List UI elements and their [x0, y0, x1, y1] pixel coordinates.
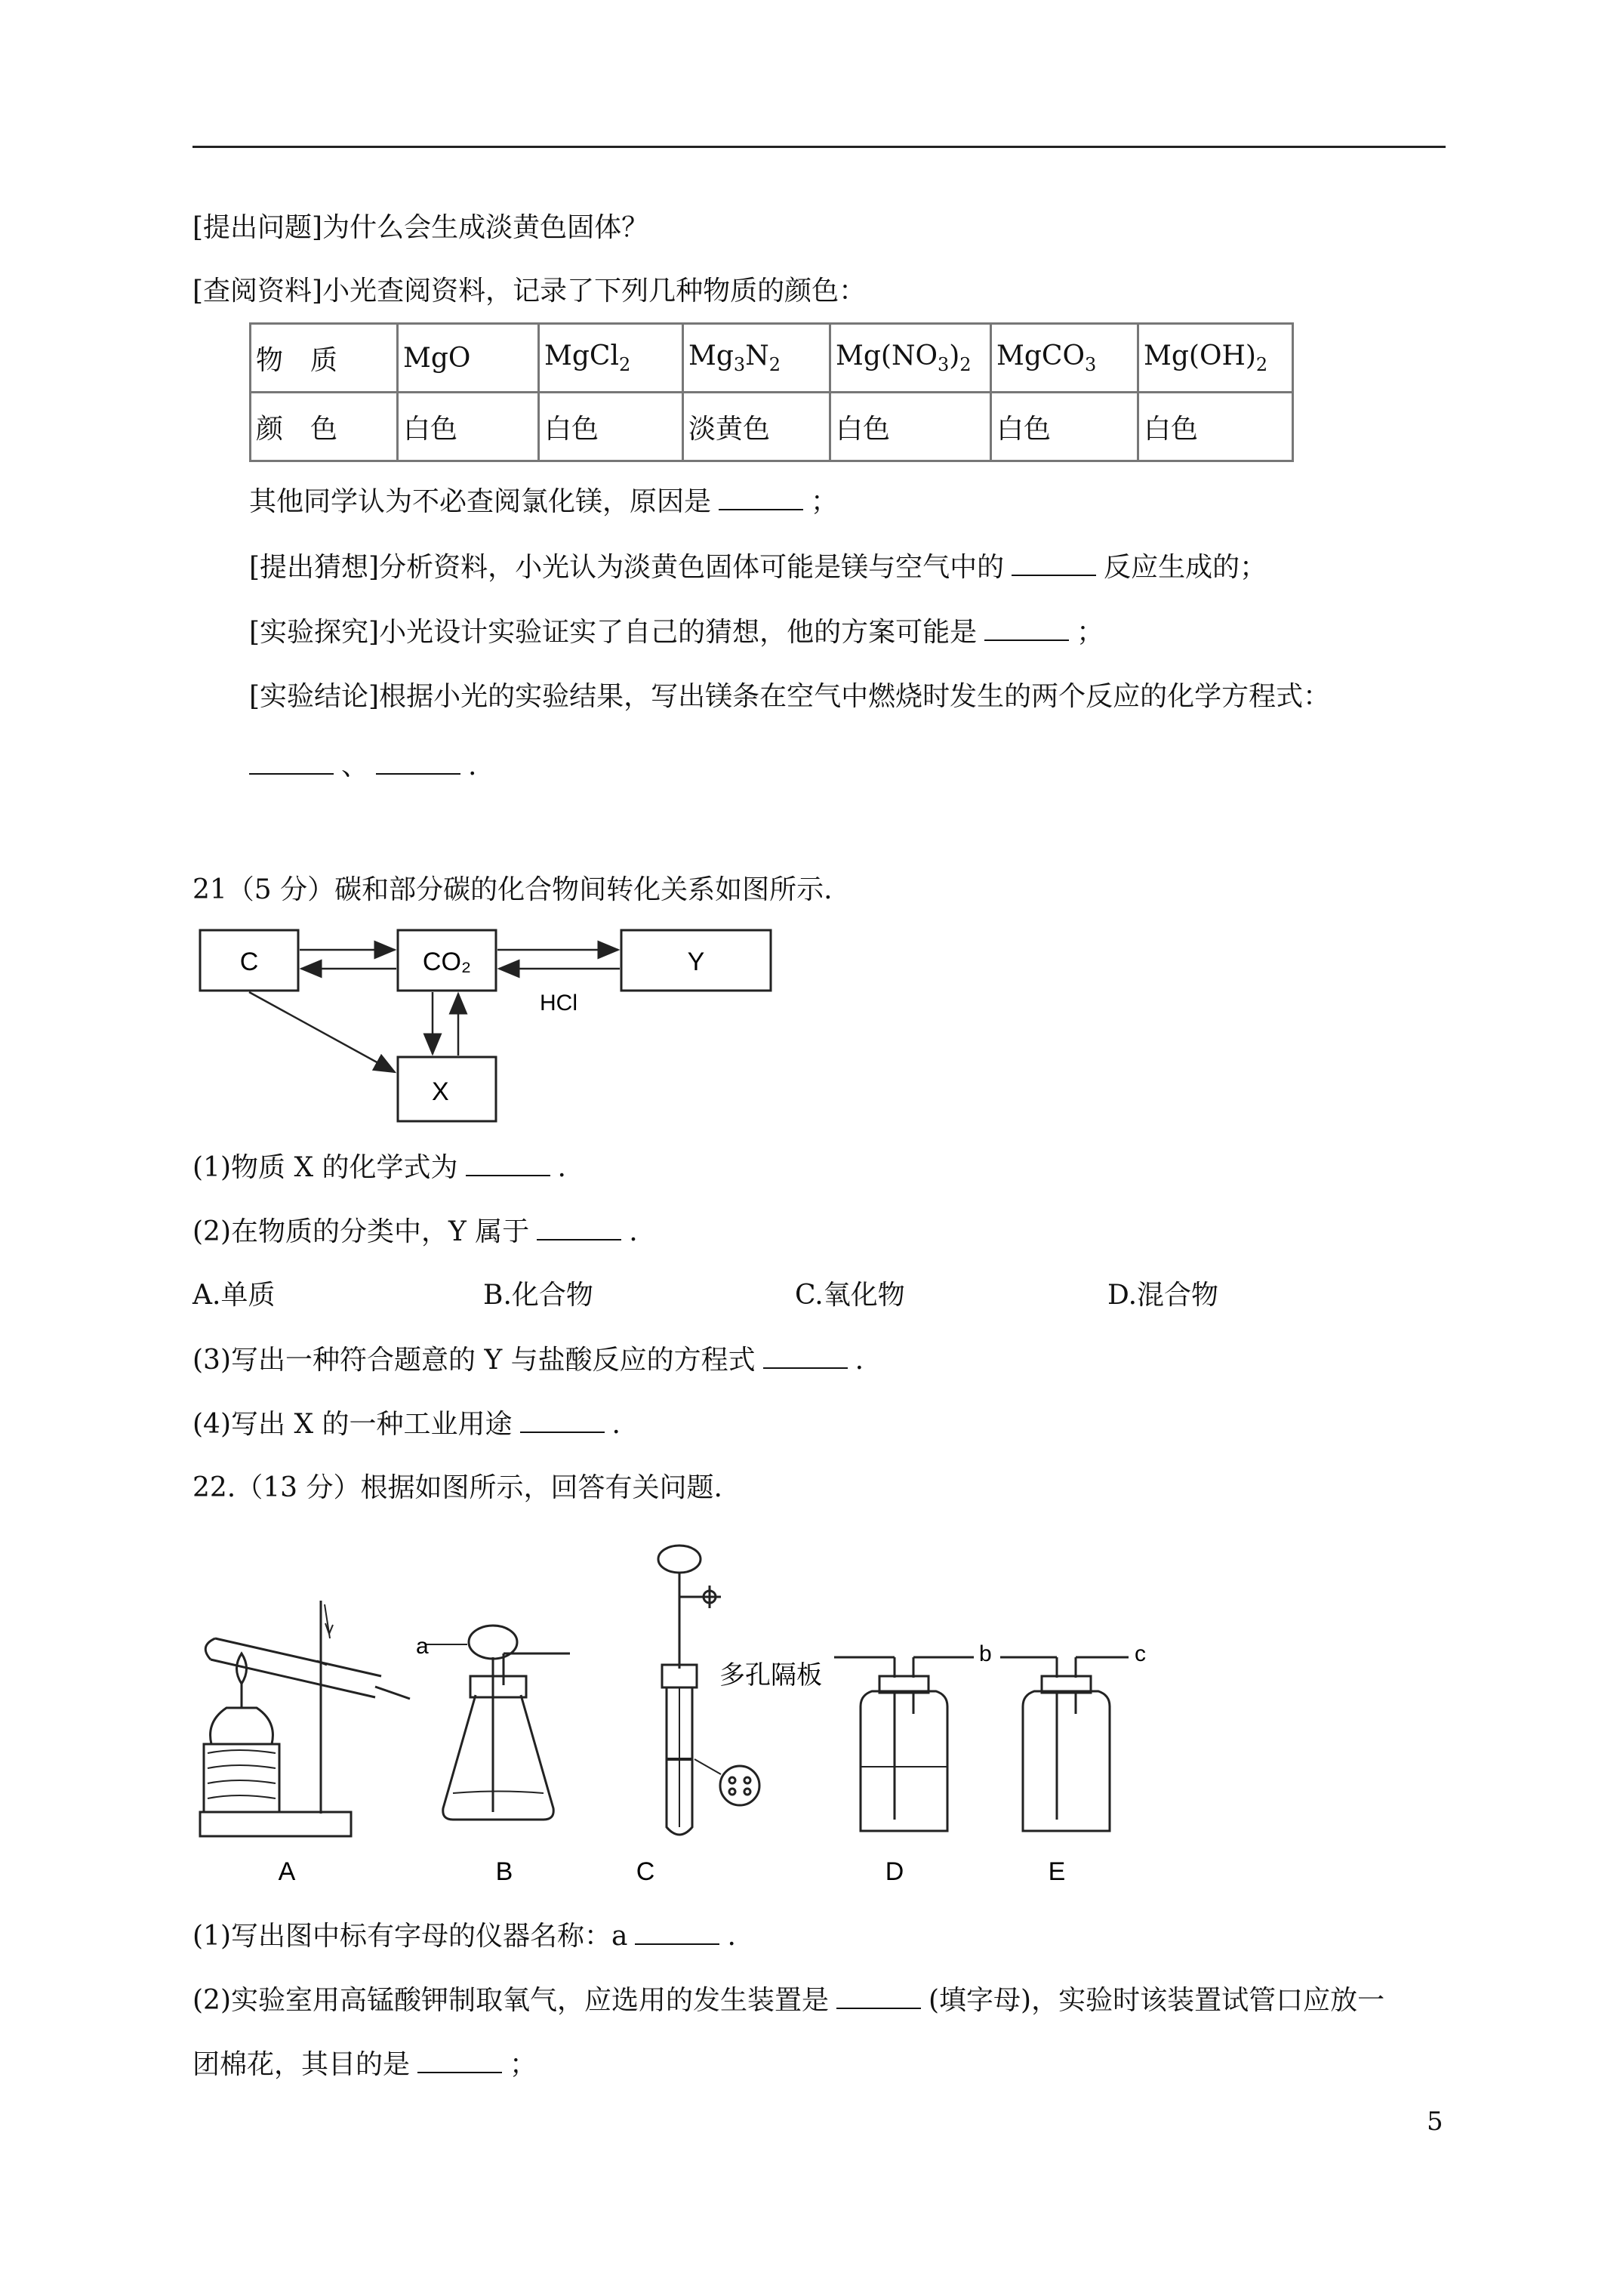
- answer-blank[interactable]: [763, 1342, 848, 1369]
- apparatus-a: [200, 1601, 410, 1836]
- color-table: [249, 322, 1294, 462]
- color-cell: 白色: [830, 393, 991, 461]
- caption-e: E: [1048, 1857, 1066, 1886]
- raise-question: [提出问题]为什么会生成淡黄色固体？: [192, 212, 649, 243]
- label-c: c: [1135, 1641, 1146, 1666]
- substance-cell: $Mg(NO_3)_2$: [830, 324, 991, 393]
- answer-blank[interactable]: [635, 1918, 719, 1945]
- substance-cell: $Mg_3N_2$: [683, 324, 830, 393]
- q22-part2-cont: 团棉花，其目的是 ；: [192, 2046, 537, 2083]
- option-a[interactable]: A.单质: [192, 1280, 276, 1311]
- label-a: a: [416, 1634, 429, 1659]
- apparatus-b: [427, 1626, 570, 1820]
- color-cell: 淡黄色: [683, 393, 830, 461]
- substance-cell: $Mg(OH)_2$: [1138, 324, 1293, 393]
- porous-plate-label: 多孔隔板: [719, 1660, 822, 1690]
- q22-part2: (2)实验室用高锰酸钾制取氧气，应选用的发生装置是 (填字母)，实验时该装置试管口应放一: [192, 1982, 1384, 2019]
- answer-blank[interactable]: [537, 1213, 621, 1240]
- substance-row: [251, 324, 1293, 393]
- experiment: [实验探究]小光设计实验证实了自己的猜想，他的方案可能是 ；: [249, 614, 1104, 651]
- apparatus-d: [834, 1657, 974, 1831]
- color-cell: 白色: [539, 393, 683, 461]
- carbon-conversion-diagram: [192, 917, 796, 1144]
- q21-part1: (1)物质 X 的化学式为 .: [192, 1149, 566, 1186]
- q21-part2: (2)在物质的分类中，Y 属于 .: [192, 1213, 638, 1250]
- arrow-c-to-x: [249, 992, 395, 1072]
- row-header-color: 颜 色: [251, 393, 398, 461]
- answer-blank[interactable]: [376, 747, 460, 775]
- substance-cell: MgCl$_2$: [539, 324, 683, 393]
- lab-apparatus-figure: [192, 1533, 1174, 1895]
- header-rule: [192, 146, 1446, 148]
- answer-blank[interactable]: [836, 1982, 921, 2009]
- label-x: X: [432, 1077, 449, 1106]
- q21-part4: (4)写出 X 的一种工业用途 .: [192, 1406, 621, 1443]
- answer-blank[interactable]: [719, 483, 803, 510]
- option-d[interactable]: D.混合物: [1107, 1280, 1219, 1311]
- label-y: Y: [687, 948, 705, 976]
- answer-blank[interactable]: [1012, 549, 1096, 576]
- answer-blank[interactable]: [466, 1149, 550, 1176]
- caption-c: C: [636, 1857, 655, 1886]
- q22-stem: 22.（13 分）根据如图所示，回答有关问题.: [192, 1472, 722, 1503]
- label-b: b: [979, 1641, 992, 1666]
- option-b[interactable]: B.化合物: [483, 1280, 593, 1311]
- color-cell: 白色: [398, 393, 539, 461]
- caption-b: B: [495, 1857, 513, 1886]
- hypothesis: [提出猜想]分析资料，小光认为淡黄色固体可能是镁与空气中的 反应生成的；: [249, 549, 1267, 586]
- equations: 、 .: [242, 747, 476, 784]
- q21-part3: (3)写出一种符合题意的 Y 与盐酸反应的方程式 .: [192, 1342, 864, 1379]
- apparatus-e: [1000, 1657, 1129, 1831]
- substance-cell: MgO: [398, 324, 539, 393]
- others-reason: 其他同学认为不必查阅氯化镁，原因是 ；: [249, 483, 838, 520]
- substance-cell: MgCO$_3$: [991, 324, 1138, 393]
- color-cell: 白色: [991, 393, 1138, 461]
- color-cell: 白色: [1138, 393, 1293, 461]
- q22-part1: (1)写出图中标有字母的仪器名称：a .: [192, 1918, 736, 1955]
- answer-blank[interactable]: [417, 2046, 502, 2073]
- answer-blank[interactable]: [249, 747, 334, 775]
- conclusion: [实验结论]根据小光的实验结果，写出镁条在空气中燃烧时发生的两个反应的化学方程式：: [249, 681, 1331, 712]
- row-header-substance: 物 质: [251, 324, 398, 393]
- label-c: C: [239, 948, 259, 976]
- label-hcl: HCl: [540, 991, 577, 1015]
- page-number: 5: [1427, 2106, 1443, 2137]
- answer-blank[interactable]: [984, 614, 1069, 641]
- consult-materials: [查阅资料]小光查阅资料，记录了下列几种物质的颜色：: [192, 276, 867, 307]
- caption-d: D: [885, 1857, 904, 1886]
- q21-stem: 21（5 分）碳和部分碳的化合物间转化关系如图所示.: [192, 874, 833, 905]
- answer-blank[interactable]: [520, 1406, 605, 1433]
- caption-a: A: [278, 1857, 296, 1886]
- option-c[interactable]: C.氧化物: [795, 1280, 905, 1311]
- label-co2: CO₂: [422, 948, 472, 976]
- color-row: [251, 393, 1293, 461]
